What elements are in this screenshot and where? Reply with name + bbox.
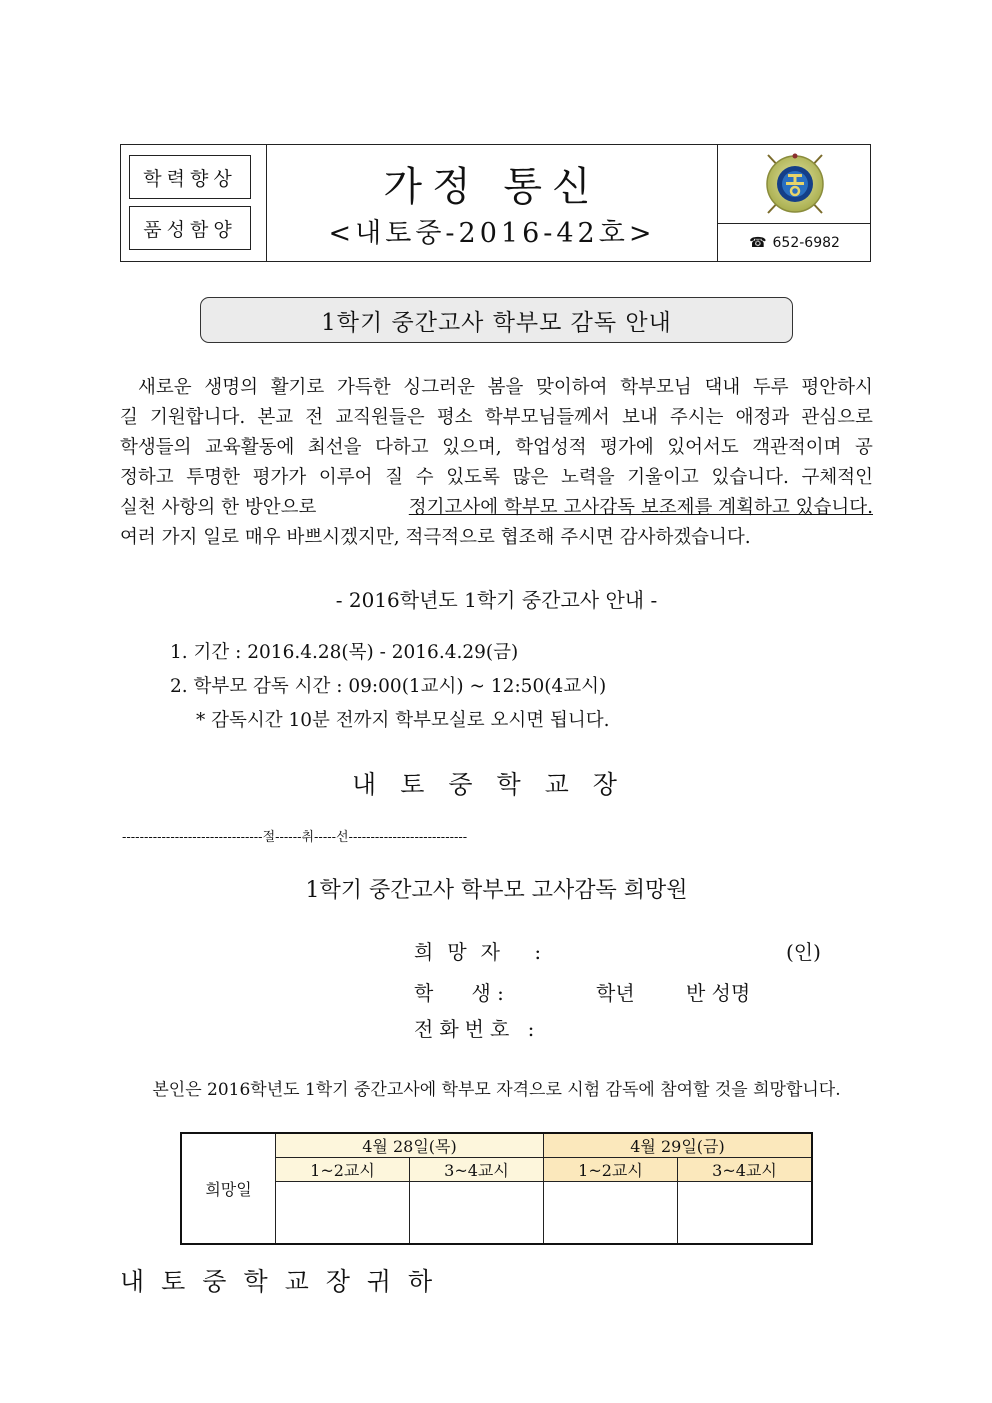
paragraph-word: 있으며,: [442, 437, 502, 458]
school-info-panel: [717, 145, 870, 261]
paragraph-word: 객관적이며: [752, 437, 842, 458]
paragraph-word: 두루: [752, 377, 789, 398]
paragraph-word: 봄을: [487, 377, 524, 398]
paragraph-word: 다하고: [374, 437, 429, 458]
preferred-date-header: 희망일: [181, 1133, 276, 1244]
paragraph-word: 노력을: [561, 467, 615, 488]
paragraph-word: 교직원들은: [335, 407, 425, 428]
student-label: 학 생 :: [414, 981, 504, 1005]
paragraph-word: 평가에: [600, 437, 654, 458]
applicant-label: 희망자 :: [414, 940, 556, 964]
paragraph-word: 보내: [621, 407, 658, 428]
paragraph-line-5: [120, 493, 873, 519]
telephone-icon: ☎: [749, 234, 767, 251]
issue-number: <내토중-2016-42호>: [328, 218, 656, 249]
phone-label: 전화번호 :: [414, 1017, 541, 1041]
header-box: [120, 144, 871, 262]
paragraph-word: 기원합니다.: [150, 407, 246, 428]
paragraph-word: 있도록: [446, 467, 500, 488]
paragraph-word: 질: [385, 467, 404, 488]
day-2-period-1-2-cell[interactable]: [544, 1182, 678, 1244]
day-1-period-1-2-cell[interactable]: [276, 1182, 410, 1244]
paragraph-word: 있어서도: [667, 437, 739, 458]
paragraph-word: 학부모님들께서: [484, 407, 610, 428]
paragraph-word: 길: [120, 407, 138, 428]
motto-panel: [121, 145, 267, 261]
paragraph-line-3: [120, 433, 873, 459]
paragraph-word: 최선을: [307, 437, 362, 458]
paragraph-word: 구체적인: [801, 467, 873, 488]
class-name-label: 반 성명: [686, 981, 751, 1005]
underlined-plan-text: 정기고사에 학부모 고사감독 보조제를 계획하고 있습니다.: [408, 497, 873, 518]
exam-info-heading: - 2016학년도 1학기 중간고사 안내 -: [335, 588, 658, 612]
arrival-note: * 감독시간 10분 전까지 학부모실로 오시면 됩니다.: [196, 710, 610, 731]
paragraph-word: 평소: [436, 407, 473, 428]
paragraph-word: 투명한: [186, 467, 240, 488]
paragraph-word: 학업성적: [515, 437, 587, 458]
paragraph-word: 애정과: [735, 407, 790, 428]
exam-period-item: 1. 기간 : 2016.4.28(목) - 2016.4.29(금): [170, 642, 519, 663]
paragraph-word: 본교: [257, 407, 294, 428]
paragraph-word: 많은: [512, 467, 549, 488]
phone-number: 652-6982: [772, 234, 840, 251]
newsletter-title: 가정 통신: [383, 164, 601, 210]
seal-mark: (인): [786, 940, 821, 964]
paragraph-word: 전: [305, 407, 324, 428]
paragraph-word: 공: [855, 437, 873, 458]
application-form-title: 1학기 중간고사 학부모 고사감독 희망원: [305, 878, 688, 903]
day-1-period-3-4-cell[interactable]: [410, 1182, 544, 1244]
paragraph-line-5-text: 실천 사항의 한 방안으로: [120, 497, 317, 518]
paragraph-word: 댁내: [704, 377, 741, 398]
day-2-period-3-4-cell[interactable]: [678, 1182, 813, 1244]
preferred-date-table: [180, 1132, 813, 1245]
period-header: 3~4교시: [410, 1158, 544, 1182]
phone-cell: [718, 223, 871, 261]
paragraph-word: 수: [415, 467, 434, 488]
school-emblem-icon: [762, 151, 828, 217]
paragraph-word: 싱그러운: [403, 377, 475, 398]
paragraph-word: 학부모님: [620, 377, 692, 398]
principal-signature: 내토중학교장: [352, 770, 641, 799]
period-header: 3~4교시: [678, 1158, 813, 1182]
day-1-header: 4월 28일(목): [276, 1133, 544, 1158]
paragraph-word: 있습니다.: [711, 467, 789, 488]
notice-title: 1학기 중간고사 학부모 감독 안내: [200, 297, 793, 343]
paragraph-word: 학생들의: [120, 437, 192, 458]
consent-statement: 본인은 2016학년도 1학기 중간고사에 학부모 자격으로 시험 감독에 참여할 것을 희망합니다.: [152, 1080, 841, 1100]
paragraph-word: 맞이하여: [536, 377, 608, 398]
grade-label: 학년: [596, 981, 635, 1005]
period-header: 1~2교시: [276, 1158, 410, 1182]
paragraph-word: 평안하시: [801, 377, 873, 398]
paragraph-line-4: [120, 463, 873, 489]
paragraph-word: 평가가: [252, 467, 307, 488]
paragraph-word: 기울이고: [627, 467, 699, 488]
paragraph-word: 교육활동에: [204, 437, 295, 458]
day-2-header: 4월 29일(금): [544, 1133, 813, 1158]
supervision-time-item: 2. 학부모 감독 시간 : 09:00(1교시) ~ 12:50(4교시): [170, 676, 607, 697]
paragraph-line-6: 여러 가지 일로 매우 바쁘시겠지만, 적극적으로 협조해 주시면 감사하겠습니다.: [120, 527, 751, 548]
paragraph-word: 새로운: [138, 377, 192, 398]
paragraph-word: 정하고: [120, 467, 174, 488]
paragraph-word: 이루어: [318, 467, 373, 488]
paragraph-word: 생명의: [204, 377, 258, 398]
paragraph-word: 관심으로: [801, 407, 873, 428]
paragraph-word: 주시는: [669, 407, 724, 428]
period-header: 1~2교시: [544, 1158, 678, 1182]
addressee: 내토중학교장귀하: [120, 1267, 450, 1296]
motto-character: 품성함양: [129, 206, 251, 250]
cut-line: --------------------------------절------취-----선---------------------------: [122, 830, 468, 845]
motto-academic: 학력향상: [129, 155, 251, 199]
paragraph-word: 활기로: [270, 377, 325, 398]
paragraph-line-2: [120, 403, 873, 429]
paragraph-word: 가득한: [337, 377, 391, 398]
paragraph-line-1: [120, 373, 873, 399]
